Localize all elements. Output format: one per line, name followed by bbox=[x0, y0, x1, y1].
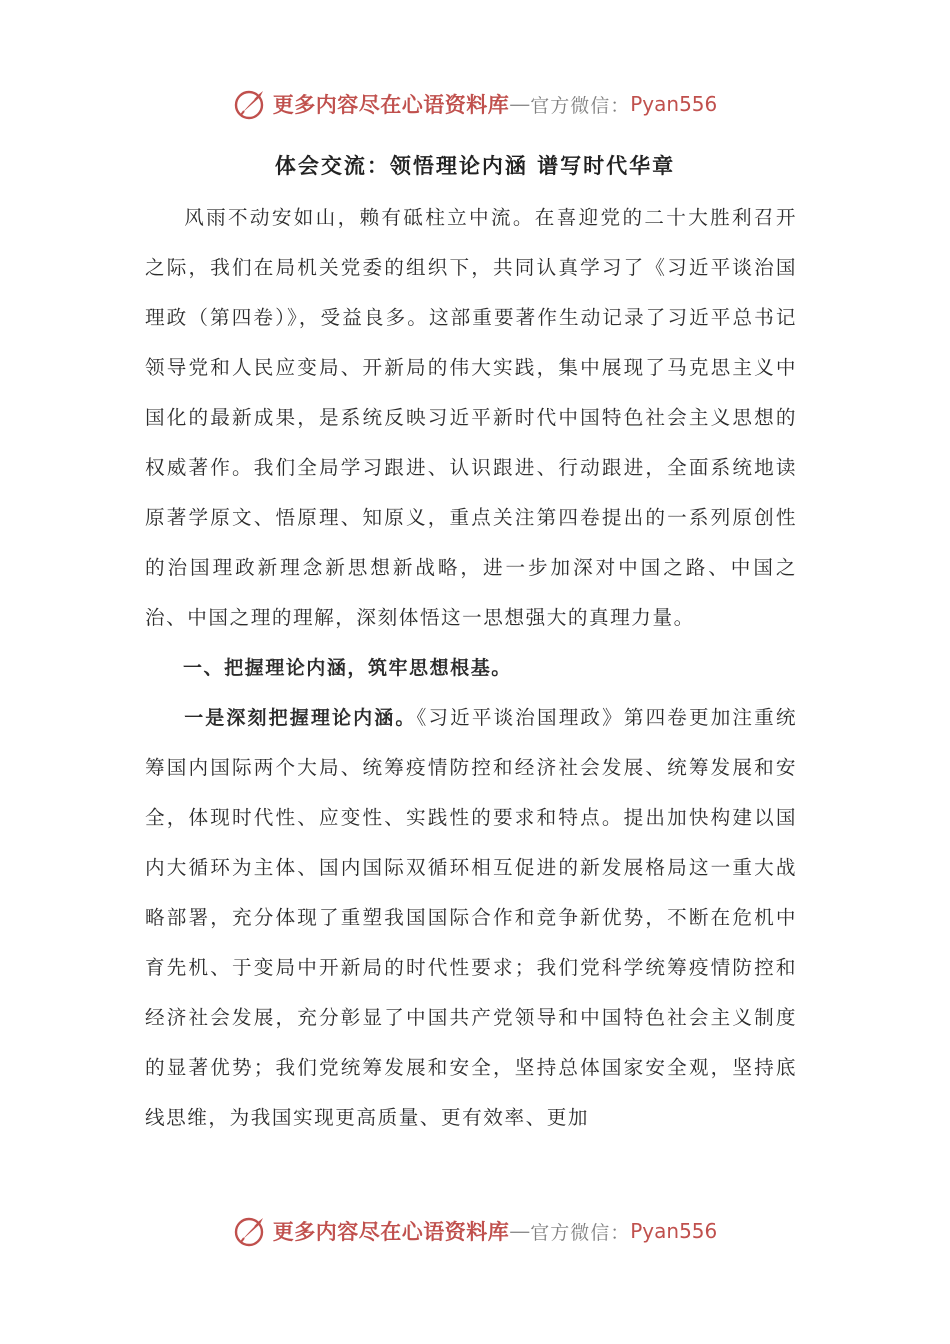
banner-main-text: 更多内容尽在心语资料库 bbox=[272, 92, 510, 117]
intro-paragraph: 风雨不动安如山，赖有砥柱立中流。在喜迎党的二十大胜利召开之际，我们在局机关党委的组织下，共同认真学习了《习近平谈治国理政（第四卷）》，受益良多。这部重要著作生动记录了习近平总书记领导党和人民应变局、开新局的伟大实践，集中展现了马克思主义中国化的最新成果，是系统反映习近平新时代中国特色社会主义思想的权威著作。我们全局学习跟进、认识跟进、行动跟进，全面系统地读原著学原文、悟原理、知原义，重点关注第四卷提出的一系列原创性的治国理政新理念新思想新战略，进一步加深对中国之路、中国之治、中国之理的理解，深刻体悟这一思想强大的真理力量。 bbox=[145, 206, 797, 629]
banner-dash: — bbox=[509, 1219, 531, 1243]
document-title: 体会交流：领悟理论内涵 谱写时代华章 bbox=[274, 154, 676, 178]
paragraph-1-lead: 一是深刻把握理论内涵。 bbox=[184, 707, 417, 729]
section-1-heading: 一、把握理论内涵，筑牢思想根基。 bbox=[183, 657, 512, 679]
quill-logo-icon bbox=[233, 86, 269, 122]
quill-logo-icon bbox=[233, 1213, 269, 1249]
header-banner bbox=[0, 82, 950, 126]
document-body bbox=[145, 193, 797, 1143]
footer-banner bbox=[0, 1209, 950, 1253]
banner-dash: — bbox=[509, 92, 531, 116]
banner-wechat-id: Pyan556 bbox=[630, 1219, 718, 1243]
paragraph-1-body: 《习近平谈治国理政》第四卷更加注重统筹国内国际两个大局、统筹疫情防控和经济社会发展、统筹发展和安全，体现时代性、应变性、实践性的要求和特点。提出加快构建以国内大循环为主体、国内国际双循环相互促进的新发展格局这一重大战略部署，充分体现了重塑我国国际合作和竞争新优势，不断在危机中育先机、于变局中开新局的时代性要求；我们党科学统筹疫情防控和经济社会发展，充分彰显了中国共产党领导和中国特色社会主义制度的显著优势；我们党统筹发展和安全，坚持总体国家安全观，坚持底线思维，为我国实现更高质量、更有效率、更加 bbox=[145, 706, 797, 1129]
paragraph-1 bbox=[145, 693, 797, 1143]
banner-wechat-id: Pyan556 bbox=[630, 92, 718, 116]
banner-sub-text: 官方微信： bbox=[530, 94, 631, 117]
banner-main-text: 更多内容尽在心语资料库 bbox=[272, 1219, 510, 1244]
banner-sub-text: 官方微信： bbox=[530, 1221, 631, 1244]
